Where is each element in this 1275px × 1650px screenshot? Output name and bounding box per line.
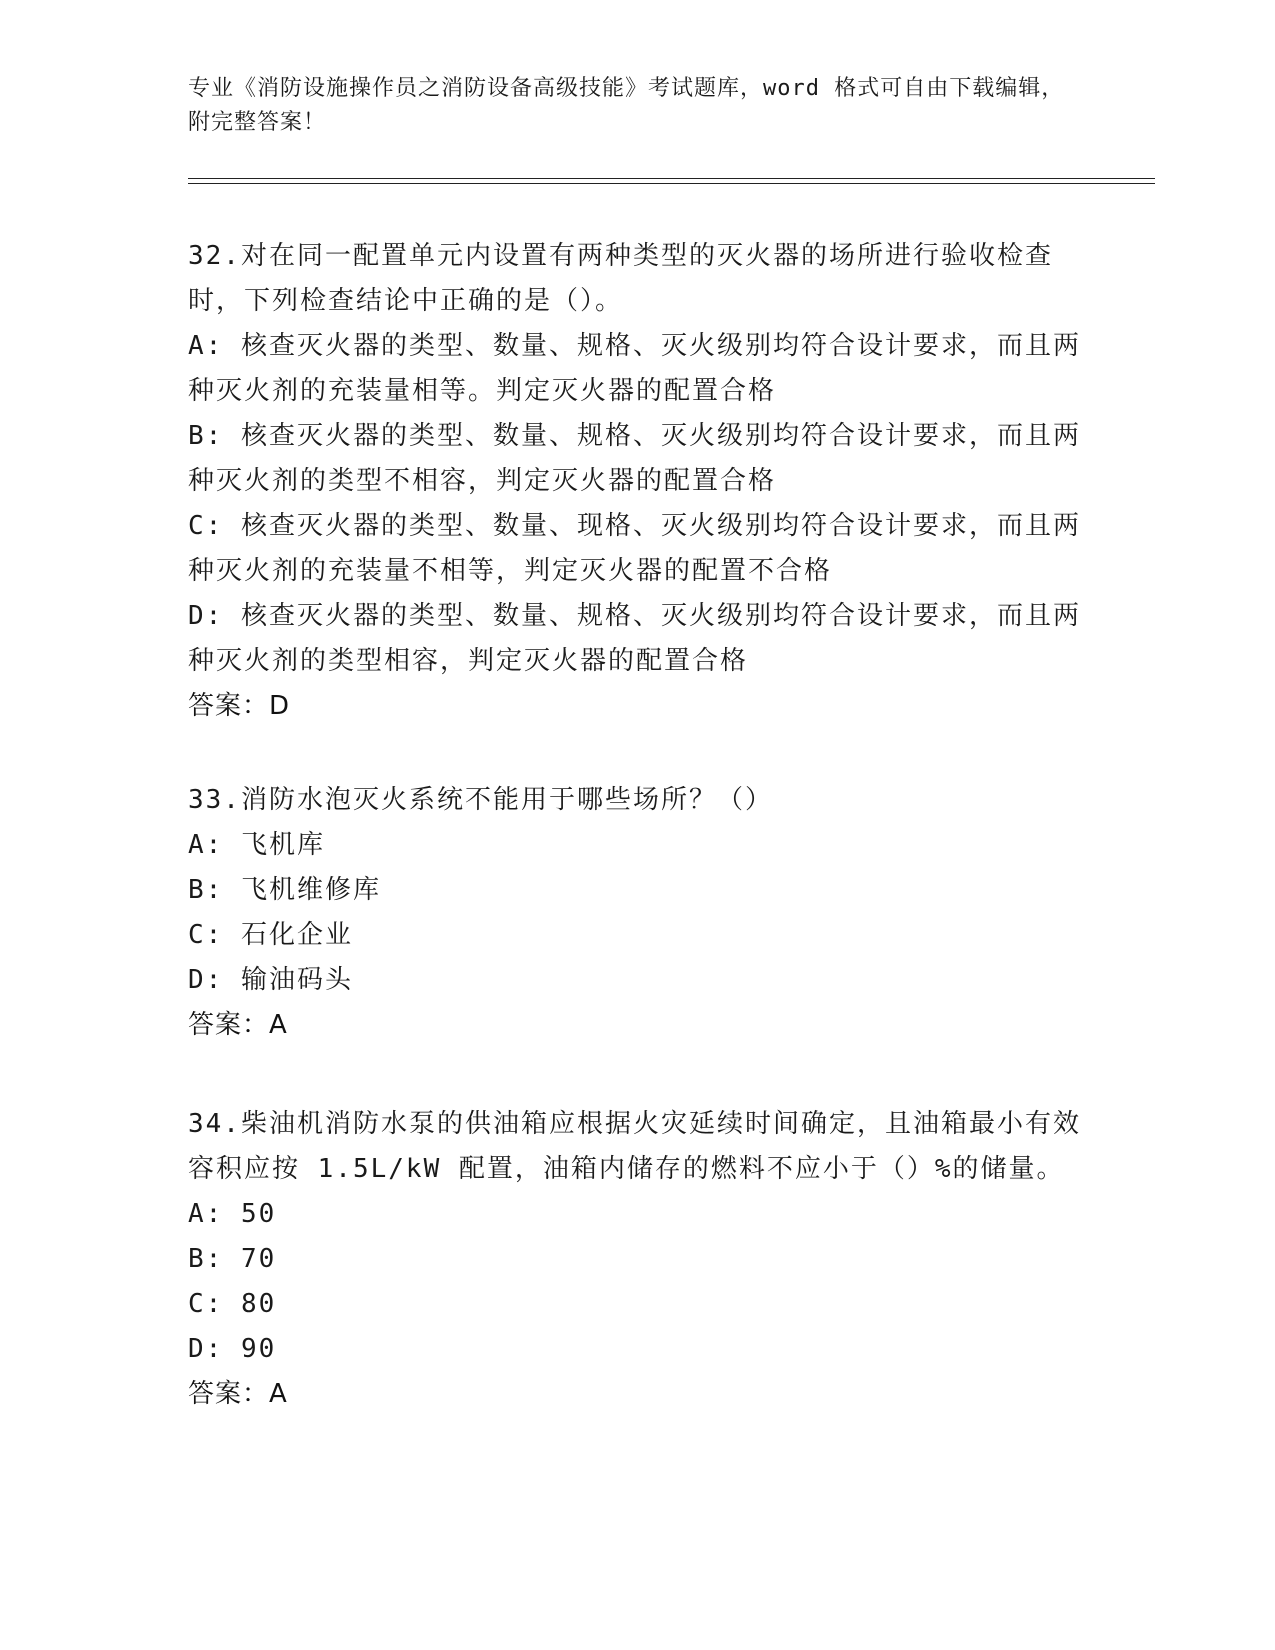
option-text: 核查灭火器的类型、数量、现格、灭火级别均符合设计要求，而且两种灭火剂的充装量不相等，判定灭火器的配置不合格 [188, 511, 1081, 586]
option-c [188, 1282, 1088, 1327]
option-a [188, 1192, 1088, 1237]
option-c [188, 504, 1088, 594]
option-text: 80 [240, 1289, 277, 1319]
option-label: A: [188, 1199, 224, 1229]
option-label: C: [188, 511, 224, 541]
option-d [188, 1327, 1088, 1372]
option-label: A: [188, 830, 224, 860]
question-stem: 34.柴油机消防水泵的供油箱应根据火灾延续时间确定，且油箱最小有效容积应按 1.5L/kW 配置，油箱内储存的燃料不应小于（）%的储量。 [188, 1109, 1081, 1184]
option-d [188, 594, 1088, 684]
header-divider-top [188, 178, 1155, 179]
option-label: D: [188, 1334, 224, 1364]
question-34 [188, 1102, 1088, 1417]
option-label: C: [188, 920, 224, 950]
option-text: 石化企业 [240, 920, 353, 950]
option-label: A: [188, 331, 224, 361]
question-stem: 33.消防水泡灭火系统不能用于哪些场所？（） [188, 785, 773, 815]
option-b [188, 1237, 1088, 1282]
header-divider-bottom [188, 183, 1155, 184]
option-text: 核查灭火器的类型、数量、规格、灭火级别均符合设计要求，而且两种灭火剂的类型不相容，判定灭火器的配置合格 [188, 421, 1081, 496]
option-text: 飞机库 [240, 830, 325, 860]
option-text: 90 [240, 1334, 277, 1364]
option-label: B: [188, 1244, 224, 1274]
answer-line: 答案：A [188, 1010, 288, 1040]
option-label: D: [188, 965, 224, 995]
option-b [188, 414, 1088, 504]
option-c [188, 913, 1088, 958]
option-text: 飞机维修库 [240, 875, 381, 905]
option-text: 50 [240, 1199, 277, 1229]
option-text: 输油码头 [240, 965, 353, 995]
option-label: C: [188, 1289, 224, 1319]
option-text: 核查灭火器的类型、数量、规格、灭火级别均符合设计要求，而且两种灭火剂的类型相容，判定灭火器的配置合格 [188, 601, 1081, 676]
question-stem: 32.对在同一配置单元内设置有两种类型的灭火器的场所进行验收检查时，下列检查结论中正确的是（）。 [188, 241, 1053, 316]
question-33 [188, 778, 1088, 1048]
option-a [188, 324, 1088, 414]
header-note: 专业《消防设施操作员之消防设备高级技能》考试题库，word 格式可自由下载编辑，附完整答案！ [188, 76, 1065, 135]
answer-line: 答案：D [188, 691, 291, 721]
option-b [188, 868, 1088, 913]
option-text: 核查灭火器的类型、数量、规格、灭火级别均符合设计要求，而且两种灭火剂的充装量相等。判定灭火器的配置合格 [188, 331, 1081, 406]
option-d [188, 958, 1088, 1003]
question-32 [188, 234, 1088, 729]
option-label: B: [188, 875, 224, 905]
answer-line: 答案：A [188, 1379, 288, 1409]
option-label: D: [188, 601, 224, 631]
option-label: B: [188, 421, 224, 451]
option-text: 70 [240, 1244, 277, 1274]
option-a [188, 823, 1088, 868]
